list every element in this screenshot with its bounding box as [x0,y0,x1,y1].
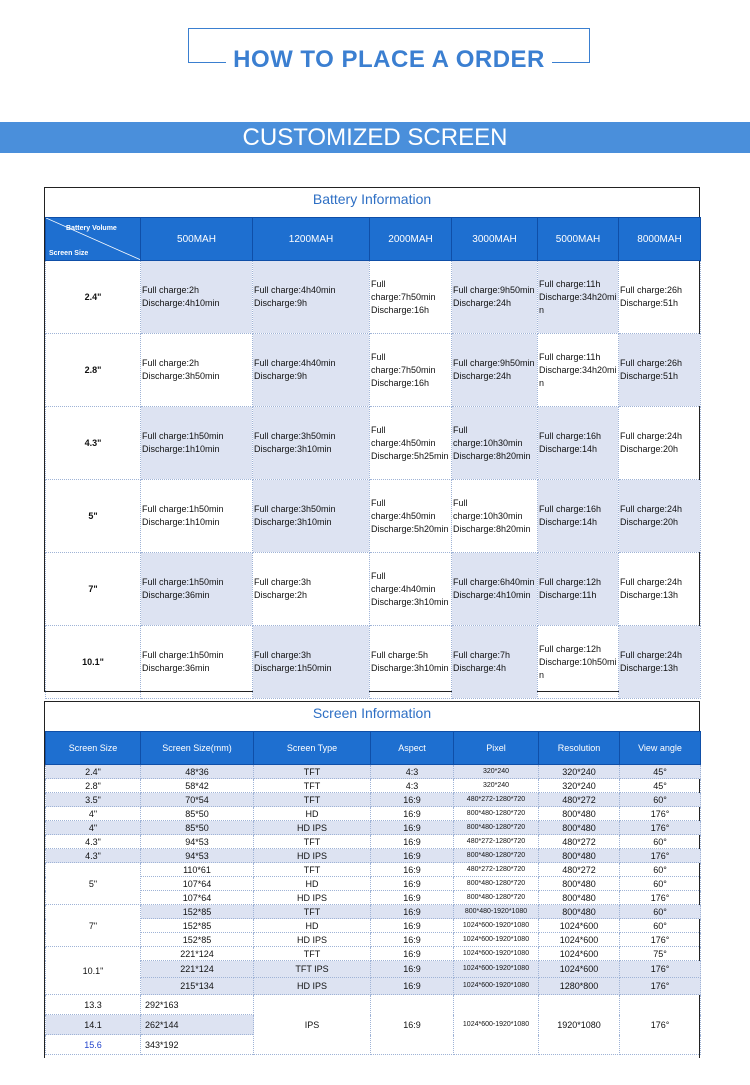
screen-cell: 176° [620,821,701,835]
battery-col-header: 1200MAH [253,218,370,261]
screen-cell: 4" [46,807,141,821]
screen-cell: 16:9 [371,919,454,933]
screen-cell: 800*480 [539,891,620,905]
screen-cell: 107*64 [141,891,254,905]
screen-cell: 800*480-1280*720 [454,849,539,863]
screen-cell: 5" [46,863,141,905]
battery-size-cell: 4.3" [46,407,141,480]
screen-cell: 176° [620,807,701,821]
screen-cell: 320*240 [539,779,620,793]
screen-cell: 16:9 [371,793,454,807]
screen-cell: 16:9 [371,877,454,891]
screen-cell: 110*61 [141,863,254,877]
screen-cell: HD [254,877,371,891]
battery-value-cell: Full charge:7h50min Discharge:16h [370,334,452,407]
screen-row [46,891,701,905]
screen-cell: IPS [254,995,371,1055]
screen-cell: 480*272 [539,793,620,807]
screen-cell: 176° [620,978,701,995]
battery-value-cell: Full charge:9h50min Discharge:24h [452,261,538,334]
battery-value-cell: Full charge:4h40min Discharge:9h [253,334,370,407]
screen-cell: 800*480-1920*1080 [454,905,539,919]
screen-cell: 480*272-1280*720 [454,793,539,807]
screen-row [46,877,701,891]
screen-cell: 262*144 [141,1015,254,1035]
screen-cell: 221*124 [141,961,254,978]
screen-cell: 800*480-1280*720 [454,821,539,835]
screen-col-header: Pixel [454,732,539,765]
battery-value-cell: Full charge:16h Discharge:14h [538,407,619,480]
screen-row [46,961,701,978]
screen-table-title: Screen Information [312,705,432,721]
screen-cell: 16:9 [371,849,454,863]
screen-row [46,933,701,947]
screen-cell: TFT [254,863,371,877]
battery-value-cell: Full charge:7h50min Discharge:16h [370,261,452,334]
battery-value-cell: Full charge:26h Discharge:51h [619,334,701,407]
battery-value-cell: Full charge:1h50min Discharge:36min [141,626,253,699]
screen-cell: 4" [46,821,141,835]
screen-cell: 1024*600-1920*1080 [454,961,539,978]
screen-cell: 480*272 [539,863,620,877]
battery-value-cell: Full charge:2h Discharge:4h10min [141,261,253,334]
battery-value-cell: Full charge:4h40min Discharge:3h10min [370,553,452,626]
battery-value-cell: Full charge:4h50min Discharge:5h20min [370,480,452,553]
screen-cell: 1024*600-1920*1080 [454,933,539,947]
screen-cell: 320*240 [539,765,620,779]
screen-cell: 16:9 [371,995,454,1055]
battery-col-header: 3000MAH [452,218,538,261]
screen-cell: 16:9 [371,961,454,978]
screen-cell: 2.8" [46,779,141,793]
screen-cell: 85*50 [141,821,254,835]
screen-cell: 1024*600 [539,933,620,947]
screen-cell: 1024*600 [539,961,620,978]
screen-row [46,905,701,919]
battery-value-cell: Full charge:6h40min Discharge:4h10min [452,553,538,626]
screen-cell: 60° [620,863,701,877]
screen-row [46,863,701,877]
battery-size-cell: 10.1" [46,626,141,699]
screen-cell: 1024*600-1920*1080 [454,978,539,995]
battery-col-header: 8000MAH [619,218,701,261]
battery-value-cell: Full charge:1h50min Discharge:1h10min [141,407,253,480]
screen-cell: 4.3" [46,835,141,849]
screen-cell: 800*480 [539,807,620,821]
battery-value-cell: Full charge:24h Discharge:13h [619,553,701,626]
screen-cell: 152*85 [141,919,254,933]
screen-cell: HD IPS [254,978,371,995]
screen-col-header: View angle [620,732,701,765]
battery-col-header: 500MAH [141,218,253,261]
battery-value-cell: Full charge:7h Discharge:4h [452,626,538,699]
screen-cell: 60° [620,793,701,807]
screen-col-header: Aspect [371,732,454,765]
screen-cell: 14.1 [46,1015,141,1035]
screen-cell: 85*50 [141,807,254,821]
battery-value-cell: Full charge:24h Discharge:20h [619,480,701,553]
section-banner: CUSTOMIZED SCREEN [0,122,750,153]
screen-row [46,779,701,793]
battery-value-cell: Full charge:26h Discharge:51h [619,261,701,334]
battery-value-cell: Full charge:3h50min Discharge:3h10min [253,480,370,553]
battery-value-cell: Full charge:16h Discharge:14h [538,480,619,553]
battery-table-frame [44,187,700,692]
screen-cell: 1024*600-1920*1080 [454,919,539,933]
battery-value-cell: Full charge:1h50min Discharge:36min [141,553,253,626]
screen-col-header: Screen Size(mm) [141,732,254,765]
screen-cell: TFT IPS [254,961,371,978]
screen-cell: 60° [620,905,701,919]
screen-cell: 292*163 [141,995,254,1015]
screen-row [46,835,701,849]
screen-row [46,793,701,807]
battery-row [46,407,701,480]
screen-cell: 94*53 [141,849,254,863]
battery-size-cell: 2.8" [46,334,141,407]
battery-value-cell: Full charge:11h Discharge:34h20mi n [538,261,619,334]
battery-value-cell: Full charge:11h Discharge:34h20mi n [538,334,619,407]
screen-cell: 343*192 [141,1035,254,1055]
corner-label-volume: Battery Volume [66,225,117,232]
screen-cell: 800*480 [539,905,620,919]
screen-cell: 16:9 [371,978,454,995]
screen-cell: 152*85 [141,905,254,919]
battery-size-cell: 7" [46,553,141,626]
battery-value-cell: Full charge:4h40min Discharge:9h [253,261,370,334]
screen-table-frame [44,701,700,1058]
screen-cell: 1024*600-1920*1080 [454,947,539,961]
battery-value-cell: Full charge:10h30min Discharge:8h20min [452,480,538,553]
screen-row [46,821,701,835]
screen-cell: 15.6 [46,1035,141,1055]
screen-cell: TFT [254,779,371,793]
screen-cell: 45° [620,779,701,793]
screen-cell: 4.3" [46,849,141,863]
screen-cell: TFT [254,765,371,779]
battery-value-cell: Full charge:1h50min Discharge:1h10min [141,480,253,553]
screen-cell: HD [254,807,371,821]
screen-col-header: Screen Type [254,732,371,765]
screen-cell: 45° [620,765,701,779]
screen-cell: 16:9 [371,821,454,835]
screen-row [46,995,701,1015]
screen-cell: HD IPS [254,821,371,835]
battery-value-cell: Full charge:9h50min Discharge:24h [452,334,538,407]
screen-cell: 1024*600-1920*1080 [454,995,539,1055]
screen-cell: 176° [620,933,701,947]
screen-cell: 16:9 [371,933,454,947]
screen-cell: 176° [620,891,701,905]
screen-cell: 4:3 [371,779,454,793]
battery-corner-header [46,218,141,261]
screen-cell: 800*480 [539,849,620,863]
screen-cell: 75° [620,947,701,961]
screen-cell: 94*53 [141,835,254,849]
screen-cell: 70*54 [141,793,254,807]
battery-value-cell: Full charge:3h Discharge:2h [253,553,370,626]
battery-row [46,334,701,407]
battery-value-cell: Full charge:12h Discharge:11h [538,553,619,626]
screen-cell: TFT [254,835,371,849]
battery-row [46,553,701,626]
battery-table-title: Battery Information [312,191,432,207]
screen-cell: HD IPS [254,891,371,905]
screen-col-header: Screen Size [46,732,141,765]
screen-cell: 800*480 [539,821,620,835]
screen-cell: HD [254,919,371,933]
screen-cell: 16:9 [371,835,454,849]
screen-row [46,919,701,933]
screen-cell: 16:9 [371,905,454,919]
corner-label-size: Screen Size [49,250,89,257]
screen-cell: 320*240 [454,779,539,793]
screen-cell: 320*240 [454,765,539,779]
battery-row [46,626,701,699]
screen-row [46,849,701,863]
screen-cell: 176° [620,961,701,978]
battery-value-cell: Full charge:2h Discharge:3h50min [141,334,253,407]
screen-cell: 16:9 [371,807,454,821]
screen-cell: TFT [254,793,371,807]
screen-cell: TFT [254,905,371,919]
battery-table [45,217,701,699]
screen-row [46,807,701,821]
screen-cell: HD IPS [254,933,371,947]
screen-cell: 1920*1080 [539,995,620,1055]
battery-size-cell: 5" [46,480,141,553]
screen-cell: 107*64 [141,877,254,891]
screen-cell: 10.1" [46,947,141,995]
battery-col-header: 5000MAH [538,218,619,261]
screen-cell: 1280*800 [539,978,620,995]
screen-cell: 4:3 [371,765,454,779]
screen-cell: 2.4" [46,765,141,779]
screen-cell: 3.5" [46,793,141,807]
battery-col-header: 2000MAH [370,218,452,261]
battery-value-cell: Full charge:10h30min Discharge:8h20min [452,407,538,480]
battery-value-cell: Full charge:24h Discharge:13h [619,626,701,699]
screen-cell: 221*124 [141,947,254,961]
page-title: HOW TO PLACE A ORDER [233,46,545,73]
screen-cell: 60° [620,919,701,933]
screen-cell: 176° [620,995,701,1055]
screen-cell: 58*42 [141,779,254,793]
screen-cell: 60° [620,877,701,891]
screen-cell: 13.3 [46,995,141,1015]
screen-cell: 215*134 [141,978,254,995]
screen-row [46,947,701,961]
screen-cell: 48*36 [141,765,254,779]
battery-value-cell: Full charge:3h Discharge:1h50min [253,626,370,699]
screen-cell: 800*480-1280*720 [454,891,539,905]
battery-row [46,480,701,553]
screen-cell: 7" [46,905,141,947]
screen-cell: 800*480-1280*720 [454,877,539,891]
screen-cell: 480*272-1280*720 [454,863,539,877]
battery-value-cell: Full charge:5h Discharge:3h10min [370,626,452,699]
battery-value-cell: Full charge:12h Discharge:10h50mi n [538,626,619,699]
screen-cell: 16:9 [371,891,454,905]
screen-cell: 800*480 [539,877,620,891]
screen-row [46,978,701,995]
screen-cell: 480*272-1280*720 [454,835,539,849]
screen-cell: 480*272 [539,835,620,849]
screen-cell: 1024*600 [539,947,620,961]
battery-value-cell: Full charge:3h50min Discharge:3h10min [253,407,370,480]
screen-cell: 800*480-1280*720 [454,807,539,821]
screen-cell: 152*85 [141,933,254,947]
battery-value-cell: Full charge:4h50min Discharge:5h25min [370,407,452,480]
screen-table [45,731,701,1055]
screen-cell: HD IPS [254,849,371,863]
battery-row [46,261,701,334]
battery-value-cell: Full charge:24h Discharge:20h [619,407,701,480]
battery-size-cell: 2.4" [46,261,141,334]
screen-cell: 1024*600 [539,919,620,933]
screen-cell: 16:9 [371,947,454,961]
screen-cell: 16:9 [371,863,454,877]
screen-row [46,765,701,779]
screen-cell: 60° [620,835,701,849]
screen-cell: 176° [620,849,701,863]
screen-col-header: Resolution [539,732,620,765]
screen-cell: TFT [254,947,371,961]
